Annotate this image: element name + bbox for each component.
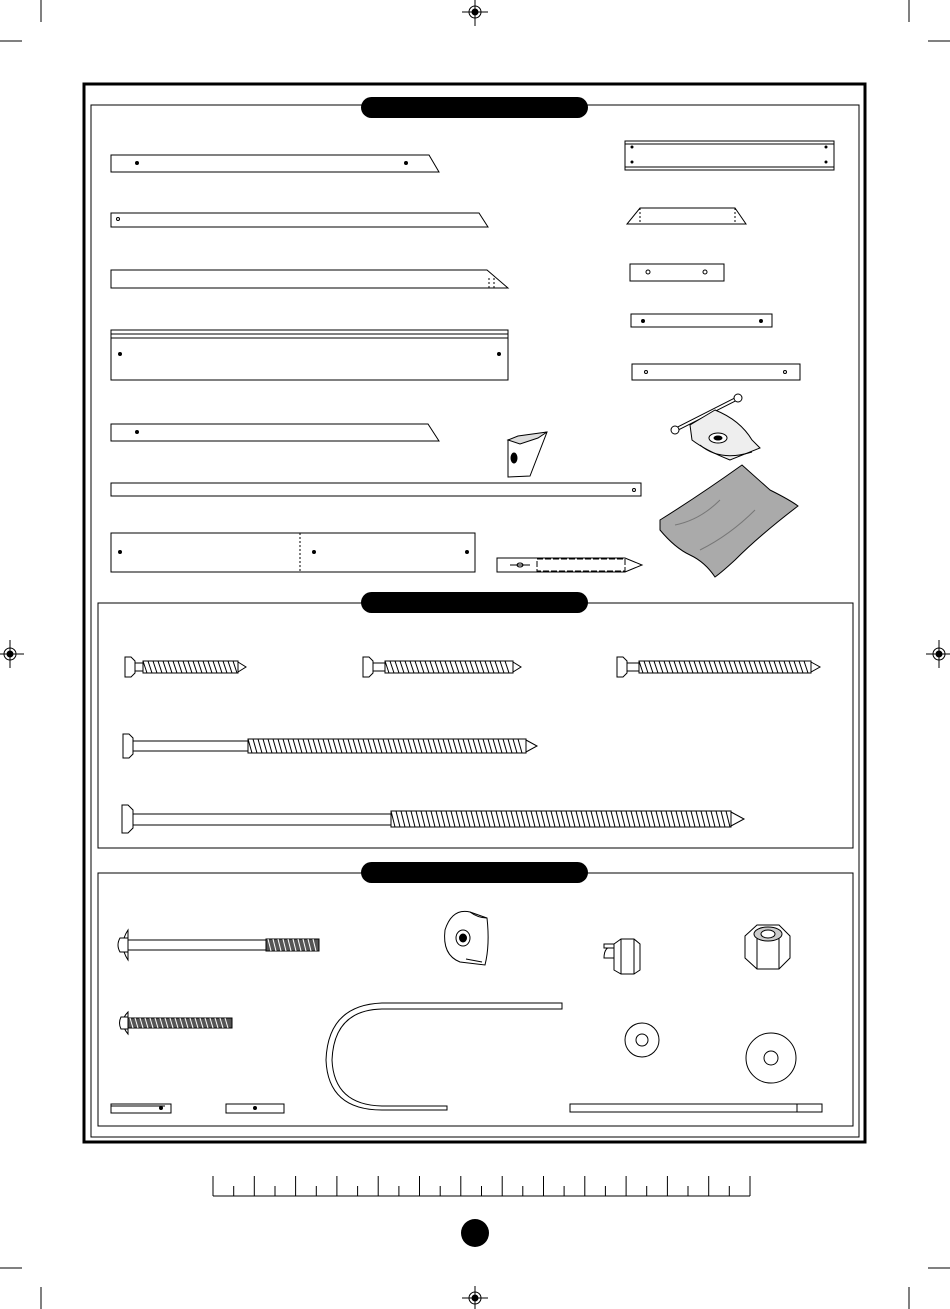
registration-mark-bottom	[462, 1286, 488, 1309]
trapezoid-block	[627, 208, 746, 224]
parts-bag	[660, 465, 798, 577]
top-board	[625, 141, 834, 170]
registration-mark-top	[462, 0, 488, 26]
long-slat	[632, 364, 800, 380]
rod	[570, 1104, 822, 1112]
section-hardware-box	[98, 873, 853, 1126]
page-number	[461, 1219, 489, 1247]
angled-beam	[111, 155, 439, 172]
registration-mark-left	[0, 640, 24, 668]
long-tapered-rail	[111, 213, 488, 227]
long-rail	[111, 483, 641, 496]
section-wood-header	[361, 97, 588, 118]
lock-nut	[745, 925, 790, 969]
short-slat	[631, 314, 772, 327]
split-board	[111, 533, 475, 572]
stake	[497, 558, 642, 572]
section-screws-header	[361, 592, 588, 613]
small-block	[630, 264, 724, 281]
small-washer	[625, 1023, 659, 1057]
tapered-rail-with-notch	[111, 270, 508, 288]
large-washer	[746, 1033, 796, 1083]
ruler	[213, 1176, 750, 1196]
ruler-ticks	[213, 1176, 750, 1196]
registration-mark-right	[926, 640, 950, 668]
section-hardware-header	[361, 862, 588, 883]
corner-block	[508, 432, 547, 477]
swing-hanger	[671, 394, 760, 460]
short-angled-beam	[111, 424, 439, 441]
